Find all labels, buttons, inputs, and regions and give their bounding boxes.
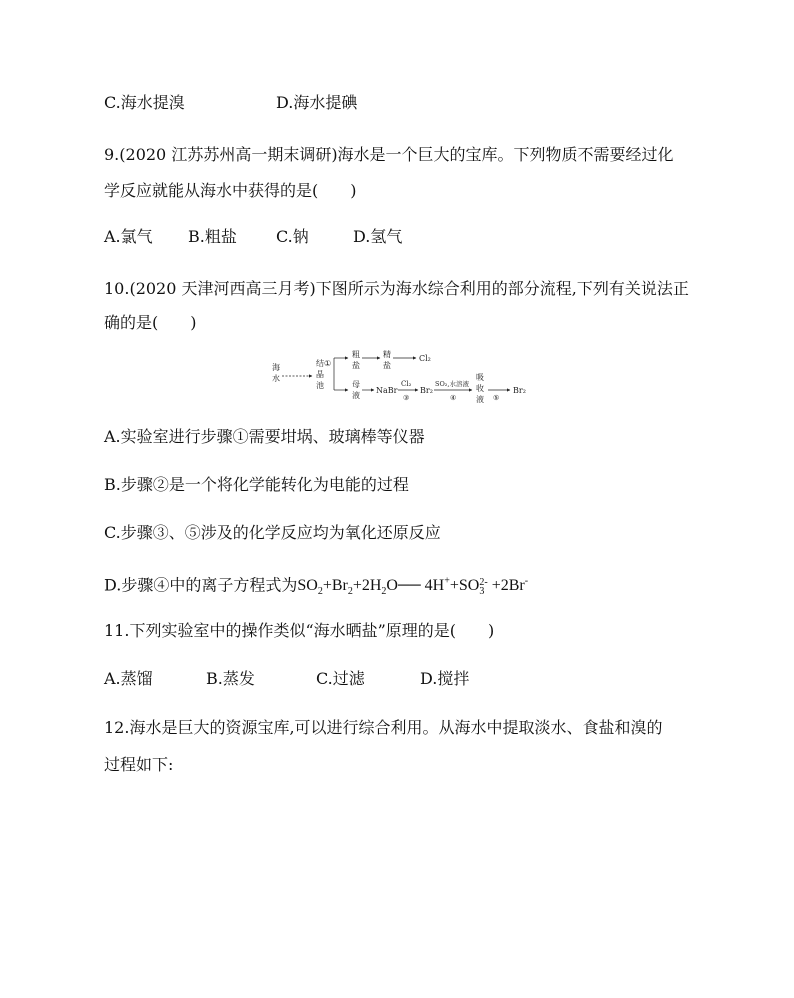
label-absorb-3: 液 (476, 395, 484, 404)
label-step5: ⑤ (493, 394, 500, 402)
label-so2-solution: SO₂,水溶液 (435, 380, 469, 388)
label-mother-2: 液 (352, 391, 360, 400)
label-seawater-1: 海 (272, 363, 280, 372)
label-crude-1: 粗 (352, 350, 360, 359)
label-br2-end: Br₂ (513, 386, 526, 395)
label-seawater-2: 水 (272, 374, 280, 383)
label-step4: ④ (450, 394, 457, 402)
label-step3: ③ (403, 394, 410, 402)
label-mother-1: 母 (352, 380, 360, 389)
q9-option-b: B.粗盐 (188, 227, 237, 246)
label-crude-2: 盐 (352, 361, 360, 370)
q12-stem-line2: 过程如下: (104, 755, 174, 774)
q9-option-d: D.氢气 (353, 227, 403, 246)
label-refined-2: 盐 (383, 361, 391, 370)
q9-option-c: C.钠 (276, 227, 309, 246)
label-br2-mid: Br₂ (420, 386, 433, 395)
q8-option-d: D.海水提碘 (276, 93, 358, 112)
label-cl2-top: Cl₂ (419, 354, 431, 363)
q9-stem-line2: 学反应就能从海水中获得的是( ) (104, 181, 357, 200)
label-absorb-2: 收 (476, 384, 484, 393)
q10-option-a: A.实验室进行步骤①需要坩埚、玻璃棒等仪器 (104, 427, 425, 446)
label-step1: ① (324, 359, 332, 368)
seawater-process-flow-diagram (262, 346, 542, 408)
q11-option-a: A.蒸馏 (104, 669, 153, 688)
q11-option-b: B.蒸发 (206, 669, 255, 688)
q9-option-a: A.氯气 (104, 227, 153, 246)
q10-option-d-prefix: D.步骤④中的离子方程式为 (104, 575, 298, 595)
label-cl2-mid: Cl₂ (401, 380, 412, 388)
label-absorb-1: 吸 (476, 373, 484, 382)
label-nabr: NaBr (376, 386, 398, 395)
q12-stem-line1: 12.海水是巨大的资源宝库,可以进行综合利用。从海水中提取淡水、食盐和溴的 (104, 718, 663, 737)
q10-option-b: B.步骤②是一个将化学能转化为电能的过程 (104, 475, 409, 494)
label-pond-3: 池 (316, 381, 324, 390)
q9-stem-line1: 9.(2020 江苏苏州高一期末调研)海水是一个巨大的宝库。下列物质不需要经过化 (104, 145, 674, 164)
q10-stem-line1: 10.(2020 天津河西高三月考)下图所示为海水综合利用的部分流程,下列有关说法正 (104, 279, 689, 298)
q11-option-d: D.搅拌 (420, 669, 470, 688)
q11-option-c: C.过滤 (316, 669, 365, 688)
ionic-equation: $SO_2+Br_2+2H_2O──$ 4H++SO 2- 3 +2Br- (297, 576, 529, 598)
q11-stem: 11.下列实验室中的操作类似“海水晒盐”原理的是( ) (104, 621, 495, 640)
label-pond-2: 晶 (316, 370, 324, 379)
q10-option-d (104, 571, 528, 604)
label-pond-1: 结 (316, 359, 324, 368)
q10-option-c: C.步骤③、⑤涉及的化学反应均为氧化还原反应 (104, 523, 441, 542)
label-refined-1: 精 (383, 350, 391, 359)
q10-stem-line2: 确的是( ) (104, 313, 197, 332)
q8-option-c: C.海水提溴 (104, 93, 185, 112)
